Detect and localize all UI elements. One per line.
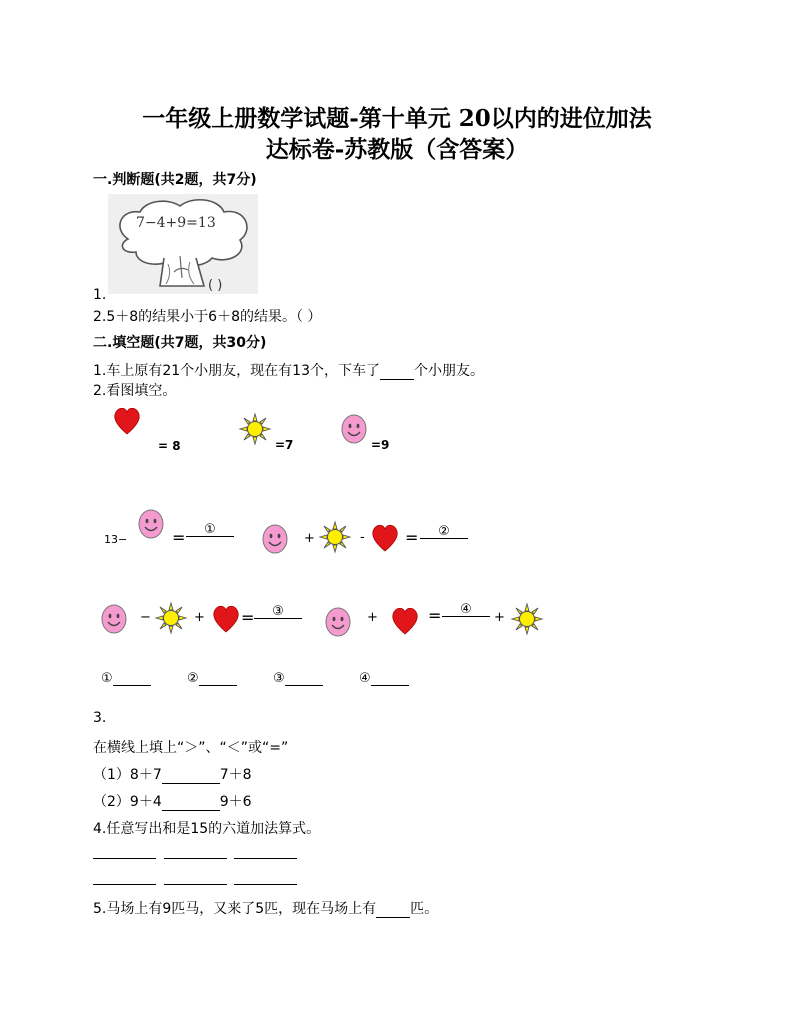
q1-text: 1.车上原有21个小朋友，现在有13个，下车了 [93, 363, 380, 379]
sun-icon [240, 414, 270, 444]
smiley-icon [101, 604, 127, 634]
section-1-q2: 2.5＋8的结果小于6＋8的结果。（ ） [93, 309, 322, 325]
row2-equals-1: = [241, 608, 255, 627]
legend-heart-value: = 8 [158, 439, 181, 453]
section-2-q1 [93, 360, 484, 380]
answer-slot-4[interactable] [359, 671, 409, 686]
row2-answer-3[interactable] [254, 604, 302, 619]
sun-icon [156, 603, 186, 633]
q4-blank-4[interactable] [93, 870, 156, 885]
title-line-1: 一年级上册数学试题-第十单元 20以内的进位加法 [142, 105, 652, 132]
section-2-q5 [93, 898, 438, 918]
tree-illustration [108, 194, 258, 294]
row1-prefix: 13− [104, 533, 128, 546]
section-2-q3-number: 3. [93, 710, 107, 726]
answer-slot-1-label: ① [101, 671, 113, 686]
q1-text-end: 个小朋友。 [414, 363, 484, 379]
answer-2-label: ② [420, 524, 468, 539]
heart-icon [212, 605, 240, 635]
section-2-q4: 4.任意写出和是15的六道加法算式。 [93, 821, 321, 837]
section-2-q3-text: 在横线上填上“＞”、“＜”或“=” [93, 740, 289, 756]
answer-1-label: ① [186, 522, 234, 537]
tree-answer-paren: ( ) [208, 278, 223, 293]
answer-slot-2-label: ② [187, 671, 199, 686]
answer-slot-1[interactable] [101, 671, 151, 686]
q3-item-1-blank[interactable] [162, 769, 220, 784]
row1-minus: - [360, 530, 365, 545]
section-2-header: 二.填空题(共7题，共30分) [93, 335, 267, 351]
q4-blank-2[interactable] [164, 844, 227, 859]
smiley-icon [341, 414, 367, 444]
q3-item-2-right: 9＋6 [219, 794, 252, 810]
answer-slot-3[interactable] [273, 671, 323, 686]
row2-equals-2: = [428, 606, 442, 625]
sun-icon [320, 522, 350, 552]
legend-smiley-value: =9 [371, 438, 390, 452]
q3-item-2 [93, 791, 252, 811]
section-1-q1: 1. [93, 287, 107, 303]
row2-plus-1: + [194, 610, 205, 625]
row1-plus: + [304, 531, 315, 546]
section-2-q2: 2.看图填空。 [93, 383, 177, 399]
heart-icon [113, 407, 141, 437]
row1-equals-1: = [172, 528, 186, 547]
answer-4-label: ④ [442, 602, 490, 617]
q3-item-1-left: （1）8＋7 [93, 767, 162, 783]
answer-3-label: ③ [254, 604, 302, 619]
q3-item-2-blank[interactable] [162, 796, 220, 811]
row2-plus-3: + [494, 610, 505, 625]
answer-slot-3-label: ③ [273, 671, 285, 686]
q3-item-1-right: 7＋8 [219, 767, 252, 783]
smiley-icon [325, 607, 351, 637]
row1-answer-1[interactable] [186, 522, 234, 537]
answer-slot-2[interactable] [187, 671, 237, 686]
q4-blank-6[interactable] [234, 870, 297, 885]
q5-text-end: 匹。 [410, 901, 439, 917]
row2-plus-2: + [367, 610, 378, 625]
q1-answer-blank[interactable] [380, 365, 414, 380]
row1-equals-2: = [405, 528, 419, 547]
heart-icon [391, 607, 419, 637]
q4-blank-1[interactable] [93, 844, 156, 859]
smiley-icon [138, 509, 164, 539]
q4-blank-5[interactable] [164, 870, 227, 885]
row2-minus: − [140, 610, 151, 625]
title-line-2: 达标卷-苏教版（含答案） [265, 136, 529, 163]
q3-item-2-left: （2）9＋4 [93, 794, 162, 810]
q5-text: 5.马场上有9匹马，又来了5匹，现在马场上有 [93, 901, 377, 917]
legend-sun-value: =7 [275, 438, 294, 452]
sun-icon [512, 604, 542, 634]
heart-icon [371, 524, 399, 554]
row2-answer-4[interactable] [442, 602, 490, 617]
q3-item-1 [93, 764, 252, 784]
smiley-icon [262, 524, 288, 554]
answer-slot-4-label: ④ [359, 671, 371, 686]
tree-equation: 7−4+9=13 [136, 215, 216, 231]
q5-answer-blank[interactable] [376, 903, 410, 918]
section-1-header: 一.判断题(共2题，共7分) [93, 172, 257, 188]
row1-answer-2[interactable] [420, 524, 468, 539]
q4-blank-3[interactable] [234, 844, 297, 859]
